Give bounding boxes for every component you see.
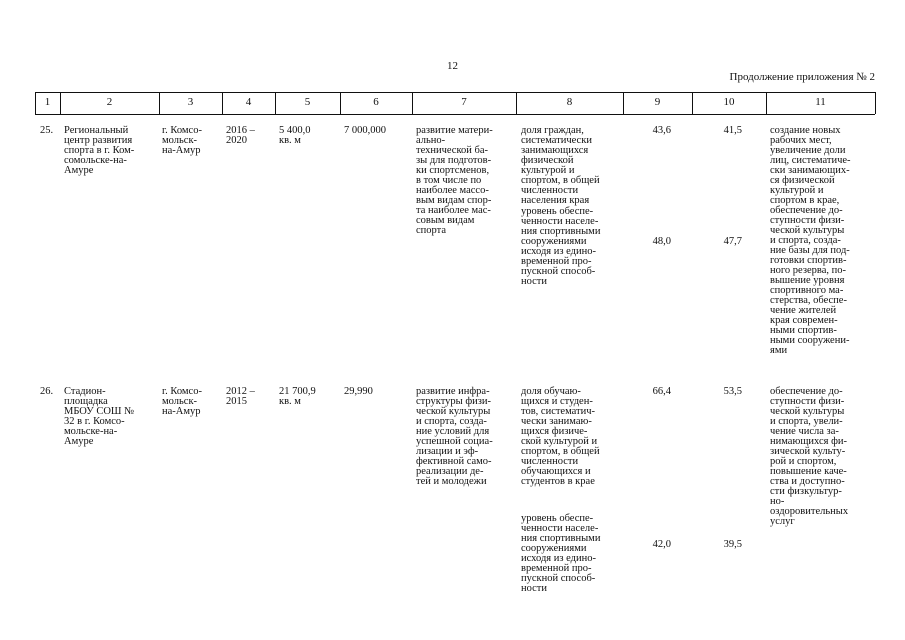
continuation-label: Продолжение приложения № 2 — [729, 71, 875, 83]
column-header-11: 11 — [815, 96, 826, 108]
column-header-1: 1 — [44, 96, 51, 108]
indicator-text: уровень обеспе- ченности населе- ния спортивными сооружениями исходя из едино- временной про- пускной способ- ности — [521, 206, 601, 287]
indicator-text: доля обучаю- щихся и студен- тов, систематич- чески занимаю- щихся физиче- ской культурой и спортом, в общей численности обучающихся и студентов в крае — [521, 386, 600, 487]
column-header-4: 4 — [245, 96, 252, 108]
row-number: 25. — [40, 125, 54, 136]
column-divider — [875, 92, 876, 114]
column-header-5: 5 — [304, 96, 311, 108]
row-number: 26. — [40, 386, 54, 397]
column-header-9: 9 — [654, 96, 661, 108]
indicator-value-col10: 41,5 — [723, 125, 742, 136]
capacity: 5 400,0 кв. м — [279, 125, 311, 146]
column-header-6: 6 — [373, 96, 379, 108]
column-header-3: 3 — [187, 96, 194, 108]
table-top-border — [35, 92, 875, 93]
indicator-value-col9: 48,0 — [652, 236, 671, 247]
period: 2016 – 2020 — [226, 125, 255, 146]
column-header-2: 2 — [106, 96, 113, 108]
cost: 7 000,000 — [344, 125, 386, 136]
column-header-7: 7 — [461, 96, 467, 108]
indicator-value-col10: 47,7 — [723, 236, 742, 247]
indicator-value-col10: 53,5 — [723, 386, 742, 397]
column-header-8: 8 — [566, 96, 573, 108]
indicator-value-col9: 66,4 — [652, 386, 671, 397]
period: 2012 – 2015 — [226, 386, 255, 407]
object-name: Региональный центр развития спорта в г. Ком- сомольске-на- Амуре — [64, 125, 135, 176]
indicator-value-col9: 42,0 — [652, 539, 671, 550]
capacity: 21 700,9 кв. м — [279, 386, 316, 407]
page-number: 12 — [447, 60, 458, 72]
indicator-value-col10: 39,5 — [723, 539, 742, 550]
indicator-value-col9: 43,6 — [652, 125, 671, 136]
header-bottom-border — [35, 114, 875, 115]
goal-text: развитие инфра- структуры физи- ческой культуры и спорта, созда- ние условий для успешной социа- лизации и эф- фективной само- реализации де- тей и молодежи — [416, 386, 493, 487]
effect-text: создание новых рабочих мест, увеличение доли лиц, систематиче- ски занимающих- ся физической культурой и спортом в крае, обеспечение до- ступности физи- ческой культуры и спорта, созда- ние базы для под- готовки спортив- ного резерва, по- вышение уровня спортивного ма- стерства, обеспе- чение жителей края современ- ными спортив- ными сооружени- ями — [770, 125, 851, 356]
object-name: Стадион- площадка МБОУ СОШ № 32 в г. Комсо- мольске-на- Амуре — [64, 386, 135, 447]
location: г. Комсо- мольск- на-Амур — [162, 386, 202, 417]
cost: 29,990 — [344, 386, 373, 397]
column-header-10: 10 — [723, 96, 735, 108]
location: г. Комсо- мольск- на-Амур — [162, 125, 202, 156]
effect-text: обеспечение до- ступности физи- ческой культуры и спорта, увели- чение числа за- нимающихся фи- зической культу- рой и спортом, повышение каче- ства и доступно- сти физкультур- но- оздоровительных услуг — [770, 386, 849, 527]
indicator-text: доля граждан, систематически занимающихся физической культурой и спортом, в общей численности населения края — [521, 125, 600, 206]
goal-text: развитие матери- ально- технической ба- зы для подготов- ки спортсменов, в том числе по наиболее массо- вым видам спор- та наиболее мас- совым видам спорта — [416, 125, 493, 236]
indicator-text: уровень обеспе- ченности населе- ния спортивными сооружениями исходя из едино- временной про- пускной способ- ности — [521, 513, 601, 594]
